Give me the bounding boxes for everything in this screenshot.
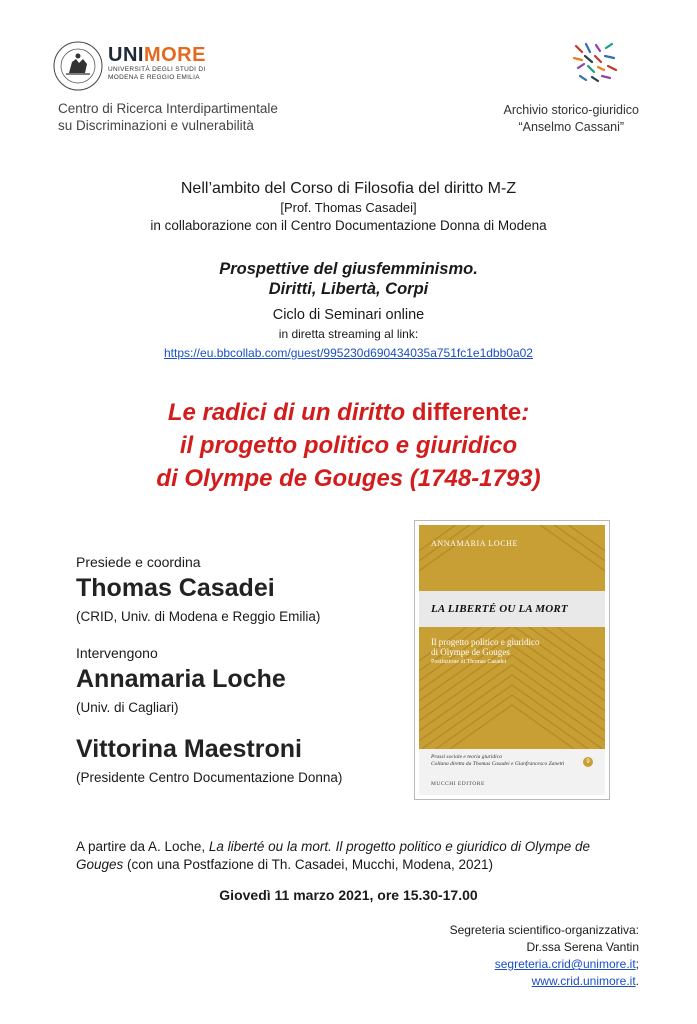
- university-seal-icon: [52, 40, 104, 92]
- course-line: Nell’ambito del Corso di Filosofia del diritto M-Z: [180, 180, 517, 197]
- chair-affiliation: (CRID, Univ. di Modena e Reggio Emilia): [76, 609, 321, 624]
- streaming-label: in diretta streaming al link:: [278, 327, 419, 341]
- professor-line: [Prof. Thomas Casadei]: [280, 200, 417, 215]
- university-name: UNIVERSITÀ DEGLI STUDI DI MODENA E REGGIO EMILIA: [108, 66, 206, 81]
- email-link[interactable]: segreteria.crid@unimore.it: [494, 957, 636, 971]
- unimore-logo: UNIMORE: [108, 44, 206, 66]
- seminar-cycle-label: Ciclo di Seminari online: [272, 307, 425, 323]
- chair-label: Presiede e coordina: [76, 554, 201, 570]
- event-title: Le radici di un diritto differente: il progetto politico e giuridico di Olympe de Gouges (1748-1793): [156, 399, 541, 492]
- speaker-name: Vittorina Maestroni: [76, 735, 302, 763]
- speaker-affiliation: (Univ. di Cagliari): [76, 700, 179, 715]
- collaboration-line: in collaborazione con il Centro Documentazione Donna di Modena: [150, 218, 547, 233]
- event-date: Giovedì 11 marzo 2021, ore 15.30-17.00: [219, 887, 478, 903]
- streaming-link[interactable]: https://eu.bbcollab.com/guest/995230d690434035a751fc1e1dbb0a02: [164, 346, 533, 360]
- book-reference: A partire da A. Loche, La liberté ou la mort. Il progetto politico e giuridico di Olympe de Gouges (con una Postfazione di Th. Casadei, Mucchi, Modena, 2021): [76, 839, 591, 872]
- series-title: Prospettive del giusfemminismo. Diritti, Libertà, Corpi: [219, 260, 478, 298]
- speaker-affiliation: (Presidente Centro Documentazione Donna): [76, 770, 343, 785]
- archivio-logo-icon: [568, 40, 624, 86]
- chair-name: Thomas Casadei: [76, 574, 275, 602]
- archivio-name: Archivio storico-giuridico “Anselmo Cassani”: [503, 103, 639, 134]
- speakers-label: Intervengono: [76, 645, 158, 661]
- book-cover-art: ANNAMARIA LOCHE LA LIBERTÉ OU LA MORT Il progetto politico e giuridico di Olympe de Gouges Postfazione di Thomas Casadei Prassi sociale e teoria giuridica Collana diretta da Thomas Casadei e Gianfrancesco Zanetti 9 MUCCHI EDITORE: [419, 525, 605, 795]
- secretariat: Segreteria scientifico-organizzativa: Dr.ssa Serena Vantin segreteria.crid@unimore.it; www.crid.unimore.it.: [449, 923, 639, 988]
- speaker-name: Annamaria Loche: [76, 665, 286, 693]
- website-link[interactable]: www.crid.unimore.it: [531, 974, 636, 988]
- book-cover: [414, 520, 610, 800]
- crid-name: Centro di Ricerca Interdipartimentale su Discriminazioni e vulnerabilità: [58, 101, 278, 133]
